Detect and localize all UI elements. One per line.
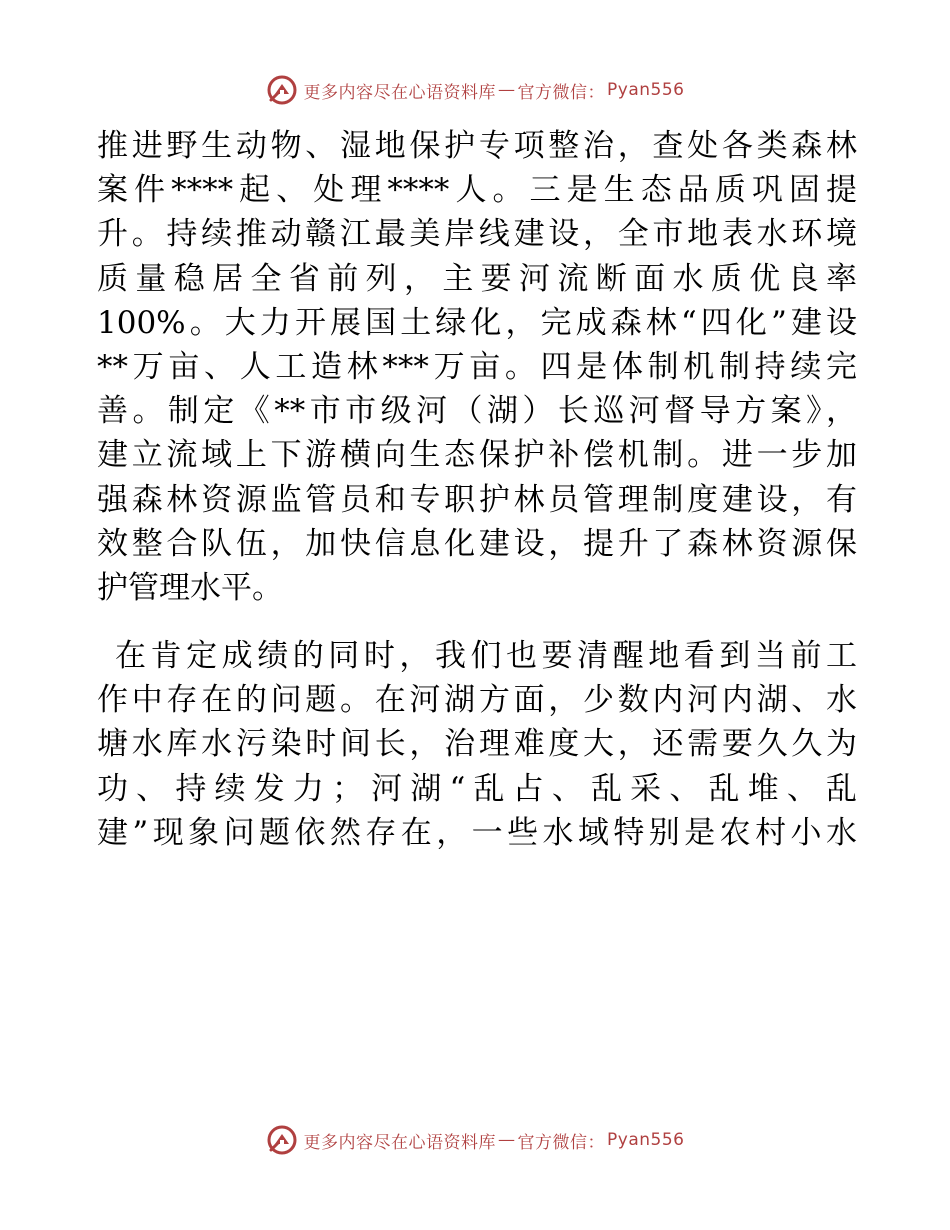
text-line: 推进野生动物、湿地保护专项整治，查处各类森林	[97, 128, 857, 164]
text-line: 功、持续发力；河湖“乱占、乱采、乱堆、乱	[97, 770, 857, 807]
document-body	[97, 124, 857, 855]
text-line: 建”现象问题依然存在，一些水域特别是农村小水	[97, 814, 857, 851]
text-line: 建立流域上下游横向生态保护补偿机制。进一步加	[97, 437, 857, 474]
brand-logo-icon	[266, 1124, 298, 1156]
paragraph-gap	[97, 610, 857, 634]
header-watermark	[0, 70, 950, 110]
watermark-dash: —	[498, 80, 516, 100]
watermark-text: 更多内容尽在心语资料库	[303, 1132, 497, 1153]
text-line: 100%。大力开展国土绿化，完成森林“四化”建设	[97, 304, 857, 341]
text-line: 升。持续推动赣江最美岸线建设，全市地表水环境	[97, 216, 857, 253]
text-line: 作中存在的问题。在河湖方面，少数内河内湖、水	[97, 682, 857, 719]
watermark-id: Pyan556	[607, 1130, 685, 1150]
text-line: 案件****起、处理****人。三是生态品质巩固提	[97, 172, 857, 209]
footer-watermark	[0, 1120, 950, 1160]
text-line: 护管理水平。	[97, 569, 283, 606]
text-line: **万亩、人工造林***万亩。四是体制机制持续完	[97, 348, 857, 385]
watermark-id: Pyan556	[607, 80, 685, 100]
watermark-official: 官方微信：	[517, 1132, 606, 1153]
text-line: 强森林资源监管员和专职护林员管理制度建设，有	[97, 481, 857, 518]
brand-logo-icon	[266, 74, 298, 106]
text-line: 在肯定成绩的同时，我们也要清醒地看到当前工	[115, 638, 857, 675]
text-line: 质量稳居全省前列，主要河流断面水质优良率	[97, 260, 857, 297]
text-line: 效整合队伍，加快信息化建设，提升了森林资源保	[97, 525, 857, 562]
watermark-official: 官方微信：	[517, 82, 606, 103]
watermark-text: 更多内容尽在心语资料库	[303, 82, 497, 103]
text-line: 善。制定《**市市级河（湖）长巡河督导方案》，	[97, 393, 857, 430]
watermark-dash: —	[498, 1130, 516, 1150]
text-line: 塘水库水污染时间长，治理难度大，还需要久久为	[97, 726, 857, 763]
paragraph-1	[97, 124, 857, 610]
paragraph-2	[97, 634, 857, 855]
